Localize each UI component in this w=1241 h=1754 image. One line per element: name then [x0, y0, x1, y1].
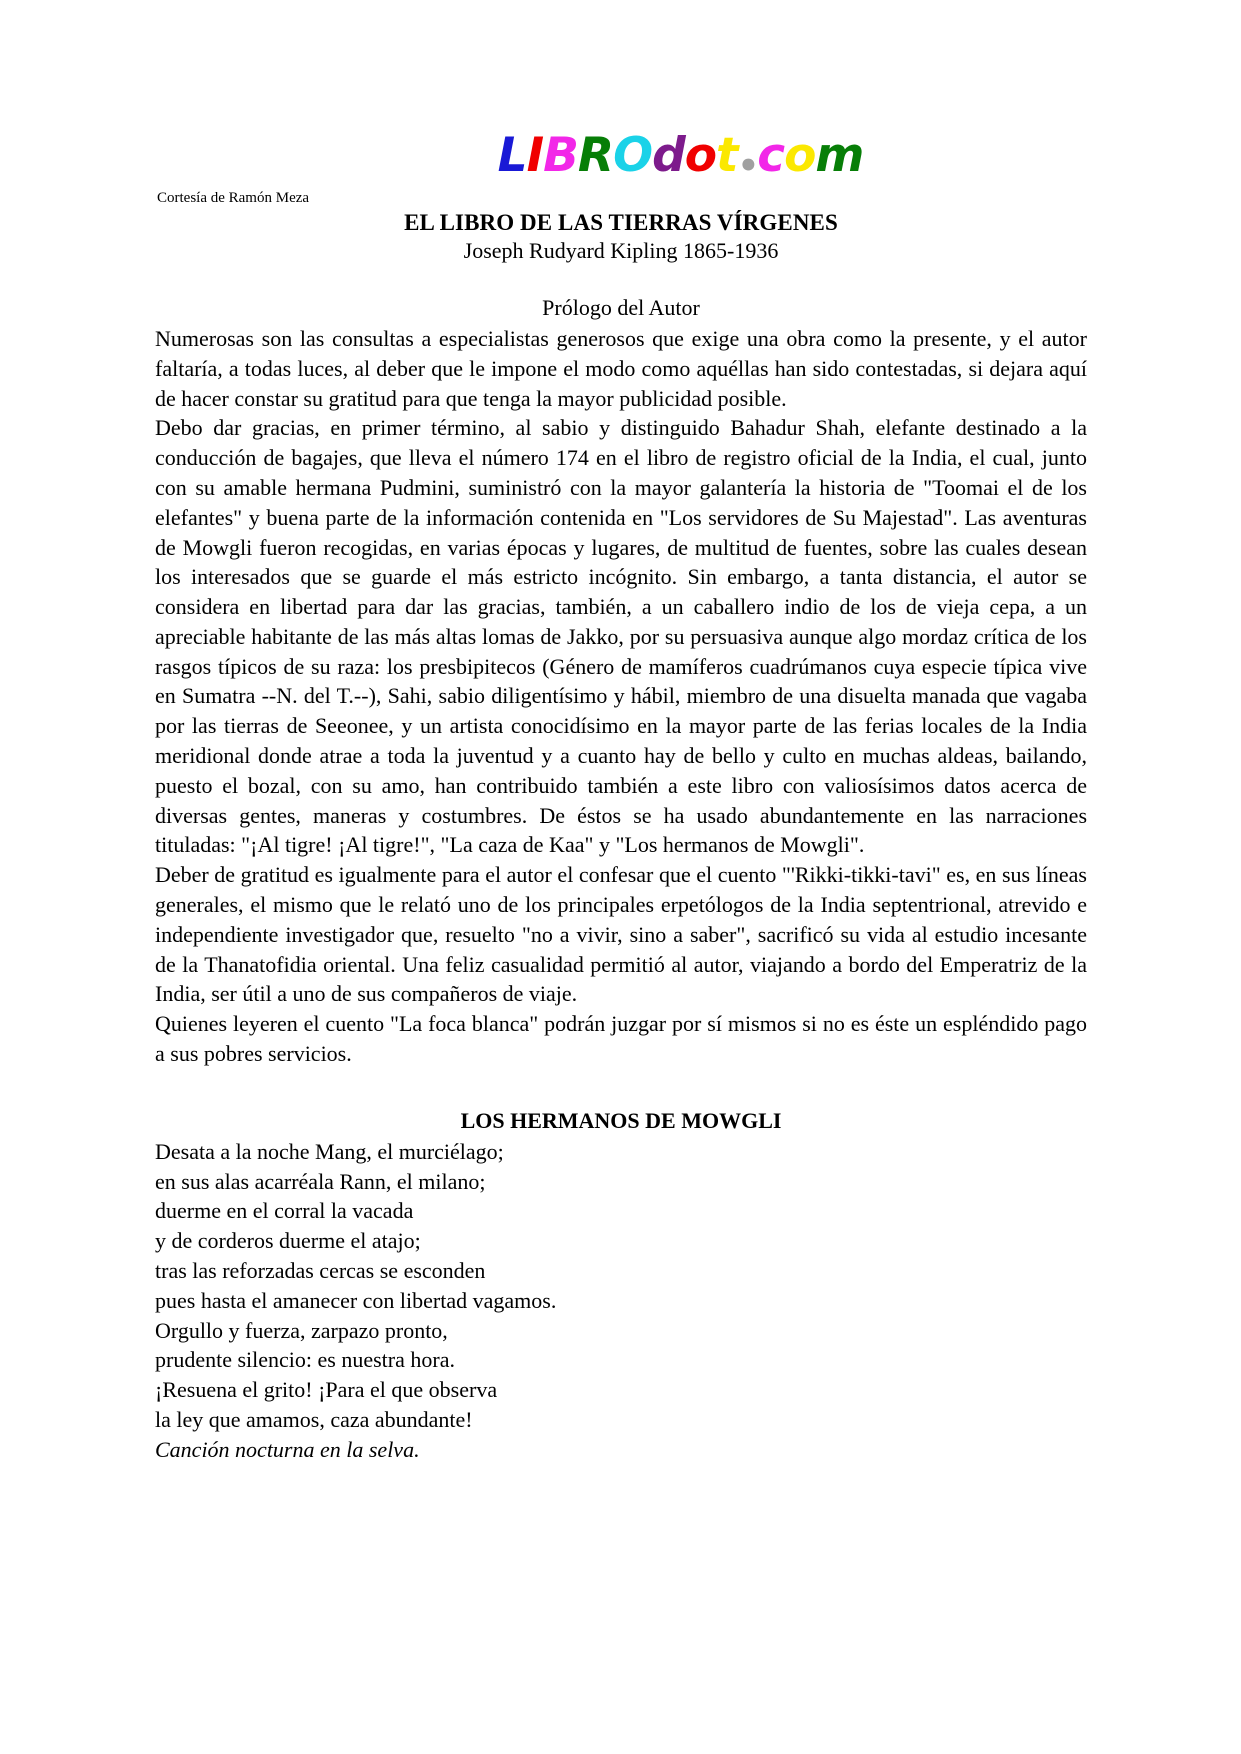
spacer [155, 1069, 1087, 1105]
poem-line: Orgullo y fuerza, zarpazo pronto, [155, 1317, 448, 1343]
spacer [155, 266, 1087, 292]
logo-letter-1: I [526, 128, 544, 183]
poem-line: Desata a la noche Mang, el murciélago; [155, 1138, 504, 1164]
book-author-line: Joseph Rudyard Kipling 1865-1936 [463, 238, 779, 264]
logo-letter-2: B [543, 128, 578, 183]
prologue-paragraph: Quienes leyeren el cuento "La foca blanca" podrán juzgar por sí mismos si no es éste un espléndido pago a sus pobres servicios. [155, 1011, 1087, 1067]
librodot-logo[interactable] [497, 128, 864, 186]
poem-line: duerme en el corral la vacada [155, 1198, 414, 1224]
poem-line: en sus alas acarréala Rann, el milano; [155, 1168, 486, 1194]
poem-attribution: Canción nocturna en la selva. [155, 1436, 420, 1462]
logo-letter-10: o [784, 128, 816, 183]
logo-letter-5: d [652, 128, 685, 183]
poem-line: tras las reforzadas cercas se esconden [155, 1257, 486, 1283]
logo-letter-9: c [757, 128, 785, 183]
poem-line: y de corderos duerme el atajo; [155, 1228, 421, 1254]
poem-block [155, 1137, 1087, 1465]
content-column [155, 208, 1087, 1465]
poem-line: pues hasta el amanecer con libertad vagamos. [155, 1287, 557, 1313]
chapter-title: LOS HERMANOS DE MOWGLI [460, 1107, 782, 1133]
prologue-paragraph: Deber de gratitud es igualmente para el autor el confesar que el cuento "'Rikki-tikki-tavi" es, en sus líneas generales, el mismo que le relató uno de los principales erpetólogos de la India septentrional, atrevido e independiente investigador que, resuelto "no a vivir, sino a saber", sacrificó su vida al estudio incesante de la Thanatofidia oriental. Una feliz casualidad permitió al autor, viajando a bordo del Emperatriz de la India, ser útil a uno de sus compañeros de viaje. [155, 862, 1087, 1007]
logo-letter-4: O [613, 128, 653, 183]
poem-line: prudente silencio: es nuestra hora. [155, 1347, 455, 1373]
site-logo-banner [0, 128, 1241, 186]
logo-letter-7: t [716, 128, 738, 183]
poem-line: la ley que amamos, caza abundante! [155, 1406, 473, 1432]
prologue-paragraph: Numerosas son las consultas a especialistas generosos que exige una obra como la presente, y el autor faltaría, a todas luces, al deber que le impone el modo como aquéllas han sido contestadas, si dejara aquí de hacer constar su gratitud para que tenga la mayor publicidad posible. [155, 325, 1087, 411]
poem-line: ¡Resuena el grito! ¡Para el que observa [155, 1377, 498, 1403]
logo-letter-11: m [815, 128, 864, 183]
logo-letter-0: L [497, 128, 527, 183]
prologue-paragraph: Debo dar gracias, en primer término, al sabio y distinguido Bahadur Shah, elefante destinado a la conducción de bagajes, que lleva el número 174 en el libro de registro oficial de la India, el cual, junto con su amable hermana Pudmini, suministró con la mayor galantería la historia de "Toomai el de los elefantes" y buena parte de la información contenida en "Los servidores de Su Majestad". Las aventuras de Mowgli fueron recogidas, en varias épocas y lugares, de multitud de fuentes, sobre las cuales desean los interesados que se guarde el más estricto incógnito. Sin embargo, a tanta distancia, el autor se considera en libertad para dar las gracias, también, a un caballero indio de los de vieja cepa, a un apreciable habitante de las más altas lomas de Jakko, por su persuasiva aunque algo mordaz crítica de los rasgos típicos de su raza: los presbipitecos (Género de mamíferos cuadrúmanos cuya especie típica vive en Sumatra --N. del T.--), Sahi, sabio diligentísimo y hábil, miembro de una disuelta manada que vagaba por las tierras de Seeonee, y un artista conocidísimo en la mayor parte de las ferias locales de la India meridional donde atrae a toda la juventud y a cuanto hay de bello y culto en muchas aldeas, bailando, puesto el bozal, con su amo, han contribuido también a este libro con valiosísimos datos acerca de diversas gentes, maneras y costumbres. De éstos se ha usado abundantemente en las narraciones tituladas: "¡Al tigre! ¡Al tigre!", "La caza de Kaa" y "Los hermanos de Mowgli". [155, 415, 1087, 858]
logo-letter-8: • [737, 146, 758, 186]
page-title: EL LIBRO DE LAS TIERRAS VÍRGENES [404, 210, 838, 235]
logo-letter-3: R [577, 128, 614, 183]
logo-letter-6: o [684, 128, 717, 183]
courtesy-note: Cortesía de Ramón Meza [157, 190, 310, 206]
prologue-heading: Prólogo del Autor [542, 295, 700, 321]
